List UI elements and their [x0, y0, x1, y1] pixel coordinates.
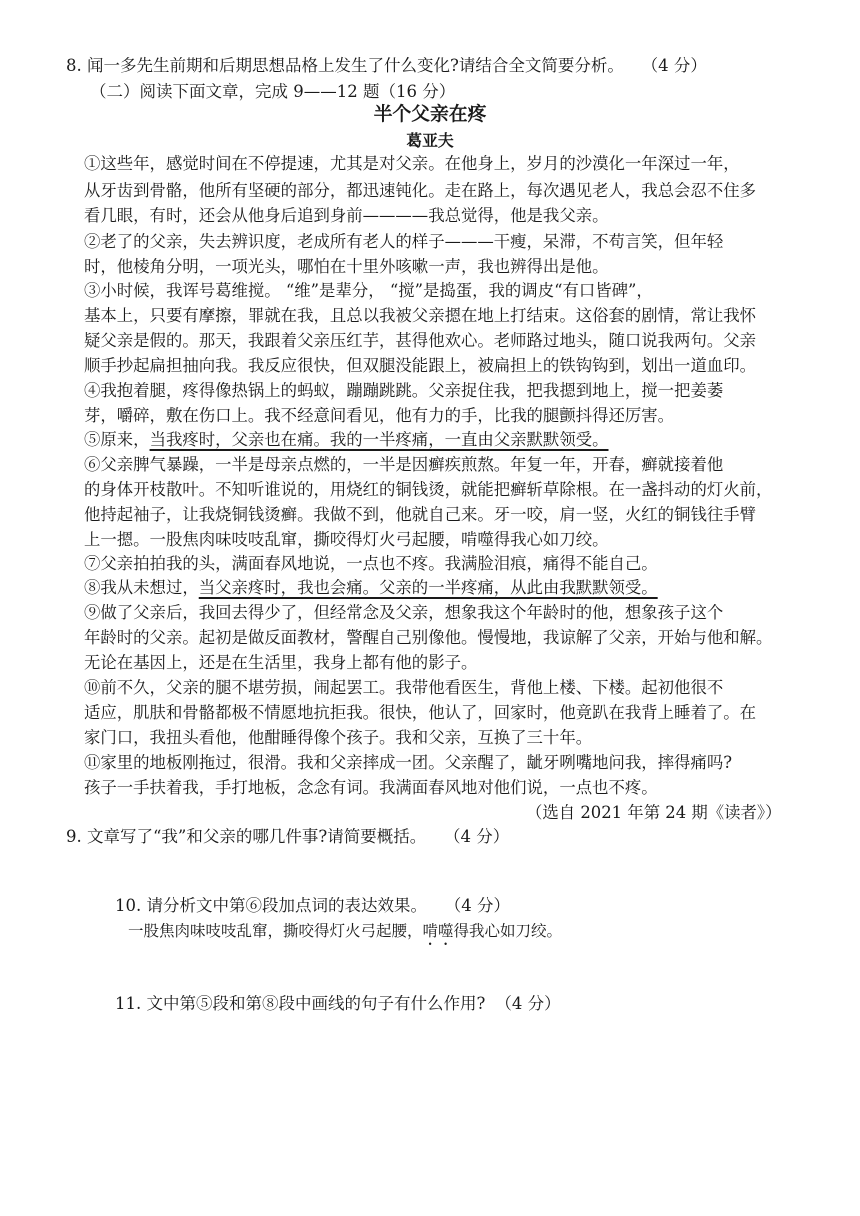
article-line: ⑥父亲脾气暴躁，一半是母亲点燃的，一半是因癣疾煎熬。年复一年，开春，癣就接着他	[84, 455, 724, 474]
article-line: 适应，肌肤和骨骼都极不情愿地抗拒我。很快，他认了，回家时，他竟趴在我背上睡着了。在	[84, 703, 757, 722]
article-line: ①这些年，感觉时间在不停提速，尤其是对父亲。在他身上，岁月的沙漠化一年深过一年，	[84, 154, 740, 173]
question-10-score: （4 分）	[453, 896, 510, 915]
question-9	[66, 826, 509, 848]
article-line: 基本上，只要有摩擦，罪就在我，且总以我被父亲摁在地上打结束。这俗套的剧情，常让我怀	[84, 306, 757, 325]
paragraph-8-prefix: ⑧我从未想过，	[84, 578, 199, 597]
question-10-text: 10. 请分析文中第⑥段加点词的表达效果。	[115, 896, 427, 915]
question-8	[66, 55, 707, 77]
article-line: 年龄时的父亲。起初是做反面教材，警醒自己别像他。慢慢地，我谅解了父亲，开始与他和解。	[84, 628, 773, 647]
article-line: 时，他棱角分明，一项光头，哪怕在十里外咳嗽一声，我也辨得出是他。	[84, 257, 609, 276]
article-source: （选自 2021 年第 24 期《读者》）	[526, 803, 782, 822]
article-line: ③小时候，我诨号葛维搅。 “维”是辈分， “搅”是捣蛋，我的调皮“有口皆碑”，	[84, 281, 653, 300]
section-header: （二）阅读下面文章，完成 9——12 题（16 分）	[90, 82, 456, 101]
question-10-quote	[128, 920, 562, 949]
question-11-score: （4 分）	[495, 994, 561, 1013]
article-line: 的身体开枝散叶。不知听谁说的，用烧红的铜钱烫，就能把癣斩草除根。在一盏抖动的灯火前，	[84, 480, 773, 499]
question-11	[115, 993, 561, 1015]
article-line: ⑦父亲拍拍我的头，满面春风地说，一点也不疼。我满脸泪痕，痛得不能自己。	[84, 554, 658, 573]
article-line: ⑪家里的地板刚拖过，很滑。我和父亲摔成一团。父亲醒了，龇牙咧嘴地问我，摔得痛吗?	[84, 753, 733, 772]
paragraph-8	[84, 577, 658, 599]
article-author: 葛亚夫	[406, 131, 454, 150]
article-line: 疑父亲是假的。那天，我跟着父亲压红芋，甚得他欢心。老师路过地头，随口说我两句。父亲	[84, 331, 757, 350]
paragraph-5	[84, 429, 609, 451]
article-line: ②老了的父亲，失去辨识度，老成所有老人的样子———干瘦，呆滞，不苟言笑，但年轻	[84, 232, 724, 251]
article-line: 芽，嚼碎，敷在伤口上。我不经意间看见，他有力的手，比我的腿颤抖得还厉害。	[84, 406, 675, 425]
article-line: 看几眼，有时，还会从他身后追到身前————我总觉得，他是我父亲。	[84, 206, 609, 225]
article-line: 家门口，我扭头看他，他酣睡得像个孩子。我和父亲，互换了三十年。	[84, 728, 593, 747]
question-8-text: 8. 闻一多先生前期和后期思想品格上发生了什么变化?请结合全文简要分析。	[66, 56, 624, 75]
quote-prefix: 一股焦肉味吱吱乱窜，撕咬得灯火弓起腰，	[128, 922, 423, 940]
article-line: ⑩前不久，父亲的腿不堪劳损，闹起罢工。我带他看医生，背他上楼、下楼。起初他很不	[84, 678, 724, 697]
question-8-score: （4 分）	[649, 56, 707, 75]
underlined-sentence-p5: 当我疼时，父亲也在痛。我的一半疼痛，一直由父亲默默领受。	[149, 430, 609, 449]
article-line: 无论在基因上，还是在生活里，我身上都有他的影子。	[84, 653, 478, 672]
article-line: 从牙齿到骨骼，他所有坚硬的部分，都迅速钝化。走在路上，每次遇见老人，我总会忍不住多	[84, 181, 757, 200]
question-9-text: 9. 文章写了“我”和父亲的哪几件事?请简要概括。	[66, 827, 427, 846]
article-line: 他持起袖子，让我烧铜钱烫癣。我做不到，他就自己来。牙一咬，肩一竖，火红的铜钱往手臂	[84, 505, 757, 524]
paragraph-5-prefix: ⑤原来，	[84, 430, 150, 449]
article-line: ④我抱着腿，疼得像热锅上的蚂蚁，蹦蹦跳跳。父亲捉住我，把我摁到地上，搅一把姜萎	[84, 381, 724, 400]
article-line: 顺手抄起扁担抽向我。我反应很快，但双腿没能跟上，被扁担上的铁钩钩到，划出一道血印。	[84, 356, 757, 375]
dotted-word: 啃噬	[422, 922, 454, 940]
underlined-sentence-p8: 当父亲疼时，我也会痛。父亲的一半疼痛，从此由我默默领受。	[198, 578, 658, 597]
question-11-text: 11. 文中第⑤段和第⑧段中画线的句子有什么作用?	[115, 994, 486, 1013]
article-title: 半个父亲在疼	[373, 104, 487, 125]
quote-suffix: 得我心如刀绞。	[453, 922, 563, 940]
article-line: 孩子一手扶着我，手打地板，念念有词。我满面春风地对他们说，一点也不疼。	[84, 778, 658, 797]
article-line: 上一摁。一股焦肉味吱吱乱窜，撕咬得灯火弓起腰，啃噬得我心如刀绞。	[84, 530, 609, 549]
question-10	[115, 895, 510, 917]
article-line: ⑨做了父亲后，我回去得少了，但经常念及父亲，想象我这个年龄时的他，想象孩子这个	[84, 603, 724, 622]
question-9-score: （4 分）	[452, 827, 510, 846]
